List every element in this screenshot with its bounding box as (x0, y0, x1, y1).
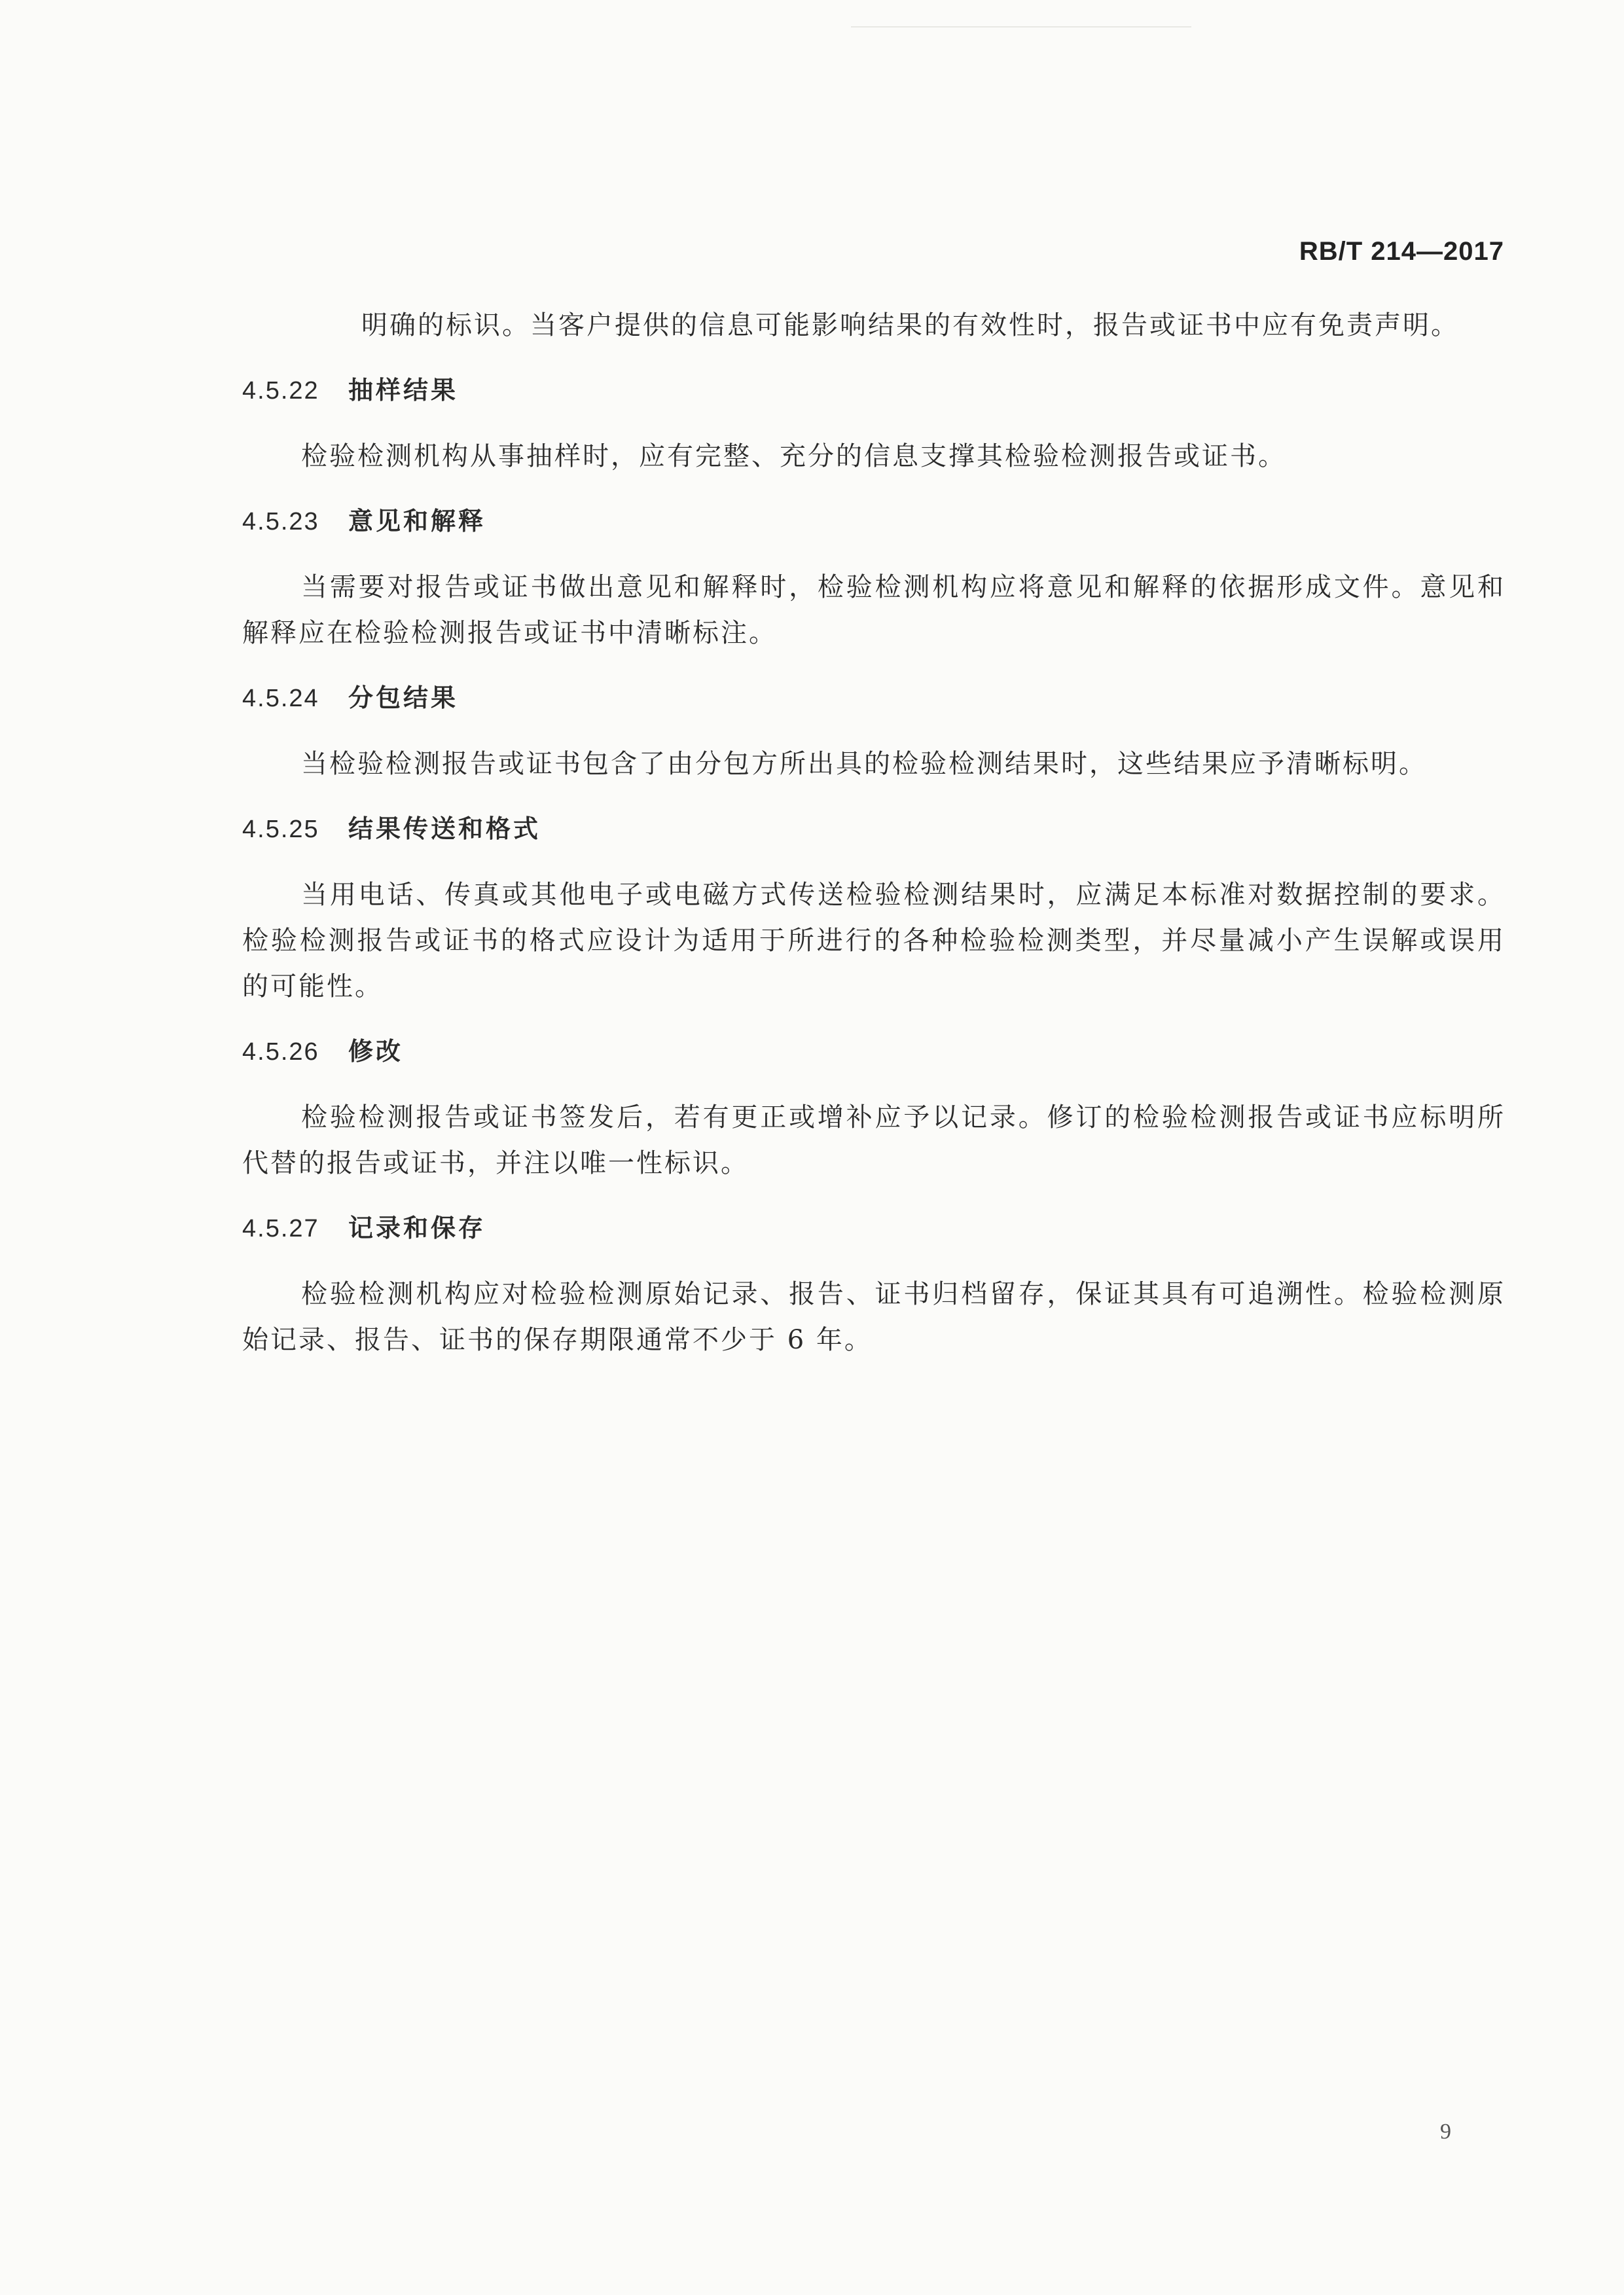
paragraph-subcontract-results: 当检验检测报告或证书包含了由分包方所出具的检验检测结果时，这些结果应予清晰标明。 (301, 749, 1427, 779)
paragraph-sampling-results: 检验检测机构从事抽样时，应有完整、充分的信息支撑其检验检测报告或证书。 (301, 441, 1286, 471)
section-heading-4-5-27 (242, 1206, 1506, 1252)
section-number: 4.5.26 (242, 1038, 319, 1066)
section-heading-4-5-23 (242, 499, 1506, 545)
section-title: 记录和保存 (348, 1215, 486, 1242)
section-title: 分包结果 (348, 685, 459, 712)
section-number: 4.5.23 (242, 508, 319, 535)
section-heading-4-5-22 (242, 368, 1506, 414)
paragraph-records-retention: 检验检测机构应对检验检测原始记录、报告、证书归档留存，保证其具有可追溯性。检验检测原始记录、报告、证书的保存期限通常不少于 6 年。 (242, 1279, 1506, 1355)
section-number: 4.5.24 (242, 685, 319, 712)
section-heading-4-5-26 (242, 1029, 1506, 1075)
paragraph-opinions-interpretations: 当需要对报告或证书做出意见和解释时，检验检测机构应将意见和解释的依据形成文件。意见和解释应在检验检测报告或证书中清晰标注。 (242, 572, 1506, 648)
scan-artifact-line (851, 26, 1191, 27)
paragraph-amendments: 检验检测报告或证书签发后，若有更正或增补应予以记录。修订的检验检测报告或证书应标明所代替的报告或证书，并注以唯一性标识。 (242, 1102, 1506, 1178)
paragraph-result-transmission: 当用电话、传真或其他电子或电磁方式传送检验检测结果时，应满足本标准对数据控制的要求。检验检测报告或证书的格式应设计为适用于所进行的各种检验检测类型，并尽量减小产生误解或误用的可能性。 (242, 880, 1506, 1002)
section-heading-4-5-24 (242, 676, 1506, 721)
page-content (242, 302, 1506, 1382)
section-heading-4-5-25 (242, 806, 1506, 852)
section-title: 修改 (348, 1038, 404, 1066)
section-number: 4.5.25 (242, 816, 319, 843)
document-code: RB/T 214—2017 (1299, 237, 1504, 266)
paragraph-continuation: 明确的标识。当客户提供的信息可能影响结果的有效性时，报告或证书中应有免责声明。 (361, 310, 1459, 340)
section-title: 结果传送和格式 (348, 816, 541, 843)
page-number: 9 (1440, 2120, 1451, 2144)
section-title: 意见和解释 (348, 508, 486, 535)
section-title: 抽样结果 (348, 377, 459, 405)
section-number: 4.5.27 (242, 1215, 319, 1242)
section-number: 4.5.22 (242, 377, 319, 405)
